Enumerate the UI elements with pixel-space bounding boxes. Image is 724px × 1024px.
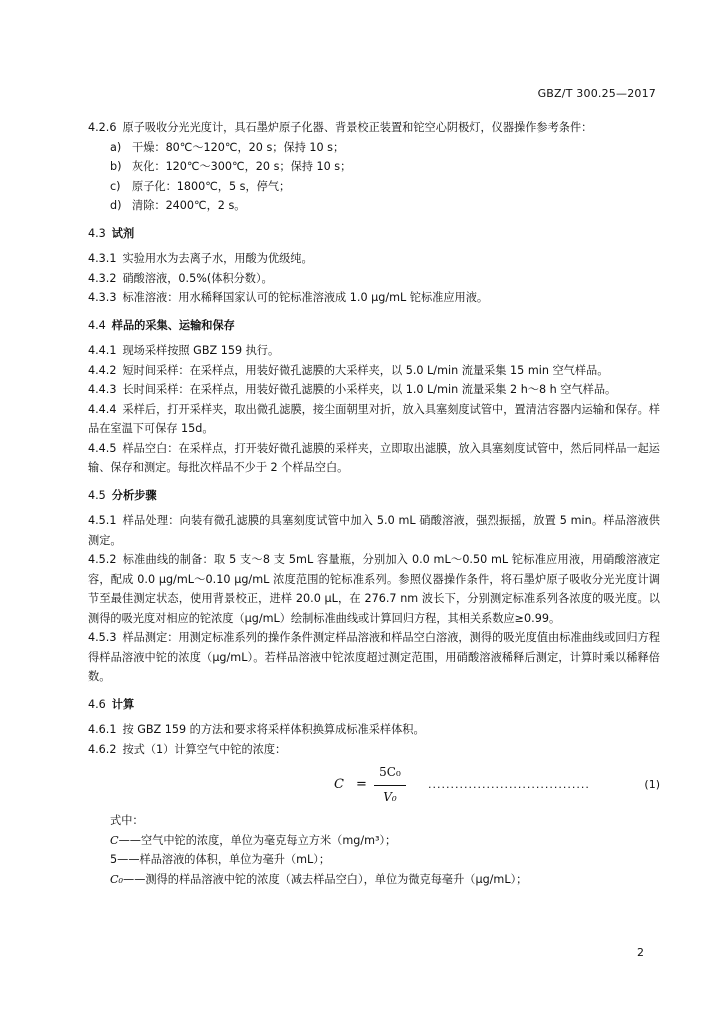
section-heading-4-3: 4.3 试剂 bbox=[88, 226, 135, 240]
list-item: d) 清除：2400℃，2 s。 bbox=[110, 199, 246, 212]
formula-1 bbox=[88, 763, 660, 809]
document-body bbox=[88, 118, 660, 889]
formula-equals: = bbox=[356, 777, 367, 792]
clause-4-5-1: 4.5.1 样品处理：向装有微孔滤膜的具塞刻度试管中加入 5.0 mL 硝酸溶液，强烈振摇，放置 5 min。样品溶液供测定。 bbox=[88, 514, 660, 547]
list-item: c) 原子化：1800℃，5 s，停气； bbox=[110, 179, 291, 193]
section-heading-4-6: 4.6 计算 bbox=[88, 697, 135, 711]
clause-4-5-2: 4.5.2 标准曲线的制备：取 5 支～8 支 5mL 容量瓶，分别加入 0.0 mL～0.50 mL 铊标准应用液，用硝酸溶液定容，配成 0.0 μg/mL～0.10 μg/mL 浓度范围的铊标准系列。参照仪器操作条件，将石墨炉原子吸收分光光度计调节至最佳测定状态，使用背景校正，进样 20.0 μL，在 276.7 nm 波长下，分别测定标准系列各浓度的吸光度。以测得的吸光度对相应的铊浓度（μg/mL）绘制标准曲线或计算回归方程，其相关系数应≥0.99。 bbox=[88, 553, 660, 625]
clause-4-4-1: 4.4.1 现场采样按照 GBZ 159 执行。 bbox=[88, 344, 280, 357]
clause-4-3-2: 4.3.2 硝酸溶液，0.5%(体积分数）。 bbox=[88, 271, 273, 285]
where-label: 式中： bbox=[110, 814, 144, 827]
clause-4-4-4: 4.4.4 采样后，打开采样夹，取出微孔滤膜，接尘面朝里对折，放入具塞刻度试管中，置清洁容器内运输和保存。样品在室温下可保存 15d。 bbox=[88, 402, 660, 435]
clause-4-3-1: 4.3.1 实验用水为去离子水，用酸为优级纯。 bbox=[88, 252, 313, 265]
section-heading-4-5: 4.5 分析步骤 bbox=[88, 488, 157, 502]
variable-definition: 5——样品溶液的体积，单位为毫升（mL）； bbox=[110, 853, 331, 866]
clause-4-6-2: 4.6.2 按式（1）计算空气中铊的浓度： bbox=[88, 742, 287, 756]
formula-leader-dots: .................................... bbox=[428, 778, 590, 791]
formula-denominator: V₀ bbox=[383, 789, 397, 804]
list-item: a) 干燥：80℃～120℃，20 s；保持 10 s； bbox=[110, 140, 345, 154]
clause-4-6-1: 4.6.1 按 GBZ 159 的方法和要求将采样体积换算成标准采样体积。 bbox=[88, 723, 425, 736]
clause-4-3-3: 4.3.3 标准溶液：用水稀释国家认可的铊标准溶液成 1.0 μg/mL 铊标准应用液。 bbox=[88, 291, 489, 304]
page-number: 2 bbox=[637, 946, 644, 959]
list-item: b) 灰化：120℃～300℃，20 s；保持 10 s； bbox=[110, 160, 352, 173]
variable-definition: C——空气中铊的浓度，单位为毫克每立方米（mg/m³）； bbox=[110, 833, 397, 847]
clause-4-4-5: 4.4.5 样品空白：在采样点，打开装好微孔滤膜的采样夹，立即取出滤膜，放入具塞刻度试管中，然后同样品一起运输、保存和测定。每批次样品不少于 2 个样品空白。 bbox=[88, 441, 660, 474]
clause-number: 4.2.6 bbox=[88, 121, 117, 134]
section-heading-4-4: 4.4 样品的采集、运输和保存 bbox=[88, 318, 235, 332]
formula-fraction bbox=[374, 763, 406, 807]
formula-lhs: C bbox=[334, 777, 344, 792]
clause-4-4-2: 4.4.2 短时间采样：在采样点，用装好微孔滤膜的大采样夹，以 5.0 L/min 流量采集 15 min 空气样品。 bbox=[88, 363, 609, 377]
clause-4-2-6 bbox=[88, 118, 660, 138]
clause-4-4-3: 4.4.3 长时间采样：在采样点，用装好微孔滤膜的小采样夹，以 1.0 L/min 流量采集 2 h～8 h 空气样品。 bbox=[88, 383, 617, 396]
formula-number: (1) bbox=[644, 778, 660, 791]
variable-definition: C₀——测得的样品溶液中铊的浓度（减去样品空白），单位为微克每毫升（μg/mL）； bbox=[110, 872, 528, 886]
clause-4-5-3: 4.5.3 样品测定：用测定标准系列的操作条件测定样品溶液和样品空白溶液，测得的吸光度值由标准曲线或回归方程得样品溶液中铊的浓度（μg/mL）。若样品溶液中铊浓度超过测定范围，用硝酸溶液稀释后测定，计算时乘以稀释倍数。 bbox=[88, 631, 660, 683]
formula-numerator: 5C₀ bbox=[374, 763, 406, 786]
standard-code: GBZ/T 300.25—2017 bbox=[537, 87, 656, 100]
clause-text: 原子吸收分光光度计，具石墨炉原子化器、背景校正装置和铊空心阴极灯，仪器操作参考条件： bbox=[122, 121, 593, 134]
